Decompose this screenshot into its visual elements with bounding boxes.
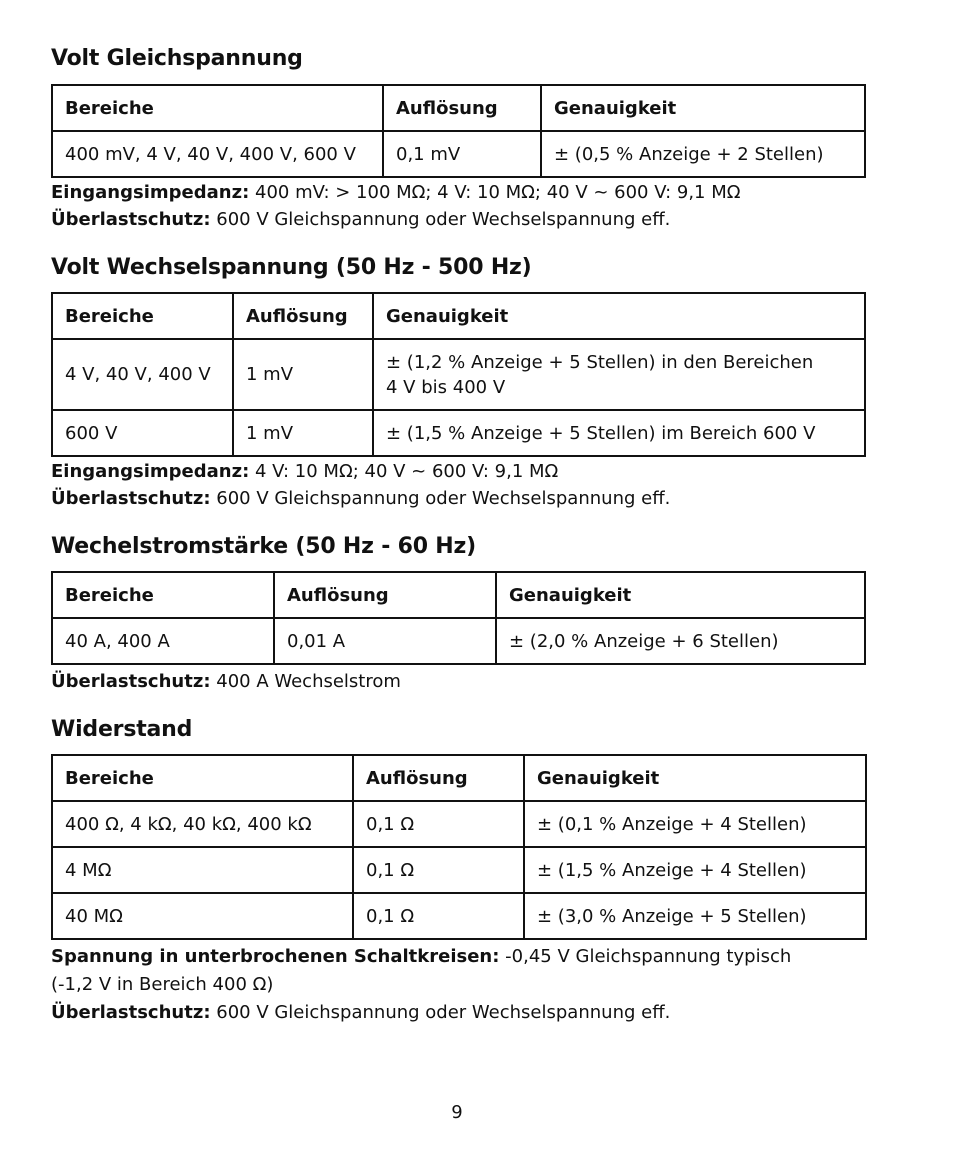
cell-resolution: 1 mV bbox=[233, 339, 373, 410]
note-overload-protection: Überlastschutz: 600 V Gleichspannung oder Wechselspannung eff. bbox=[51, 1002, 671, 1023]
cell-range: 4 V, 40 V, 400 V bbox=[52, 339, 233, 410]
header-ranges: Bereiche bbox=[52, 293, 233, 339]
cell-range: 400 mV, 4 V, 40 V, 400 V, 600 V bbox=[52, 131, 383, 177]
table-row bbox=[52, 618, 865, 664]
table-row bbox=[52, 893, 866, 939]
cell-accuracy: ± (1,2 % Anzeige + 5 Stellen) in den Bereichen 4 V bis 400 V bbox=[373, 339, 865, 410]
header-accuracy: Genauigkeit bbox=[524, 755, 866, 801]
header-resolution: Auflösung bbox=[383, 85, 541, 131]
header-resolution: Auflösung bbox=[353, 755, 524, 801]
table-row bbox=[52, 131, 865, 177]
section-title-dc-volt: Volt Gleichspannung bbox=[51, 46, 303, 71]
table-ac-volt bbox=[51, 292, 866, 457]
note-open-circuit-voltage-range: (-1,2 V in Bereich 400 Ω) bbox=[51, 974, 274, 995]
cell-resolution: 0,1 mV bbox=[383, 131, 541, 177]
cell-accuracy: ± (0,5 % Anzeige + 2 Stellen) bbox=[541, 131, 865, 177]
header-ranges: Bereiche bbox=[52, 755, 353, 801]
cell-resolution: 0,1 Ω bbox=[353, 847, 524, 893]
section-title-resistance: Widerstand bbox=[51, 717, 193, 742]
cell-accuracy: ± (0,1 % Anzeige + 4 Stellen) bbox=[524, 801, 866, 847]
table-header-row bbox=[52, 755, 866, 801]
cell-accuracy: ± (3,0 % Anzeige + 5 Stellen) bbox=[524, 893, 866, 939]
cell-accuracy: ± (1,5 % Anzeige + 4 Stellen) bbox=[524, 847, 866, 893]
cell-resolution: 0,1 Ω bbox=[353, 893, 524, 939]
table-row bbox=[52, 410, 865, 456]
cell-range: 4 MΩ bbox=[52, 847, 353, 893]
header-accuracy: Genauigkeit bbox=[496, 572, 865, 618]
cell-accuracy: ± (2,0 % Anzeige + 6 Stellen) bbox=[496, 618, 865, 664]
note-overload-protection: Überlastschutz: 600 V Gleichspannung oder Wechselspannung eff. bbox=[51, 209, 671, 230]
page-number: 9 bbox=[451, 1102, 463, 1123]
table-row bbox=[52, 847, 866, 893]
cell-range: 40 A, 400 A bbox=[52, 618, 274, 664]
note-overload-protection: Überlastschutz: 600 V Gleichspannung oder Wechselspannung eff. bbox=[51, 488, 671, 509]
header-ranges: Bereiche bbox=[52, 572, 274, 618]
table-row bbox=[52, 339, 865, 410]
cell-resolution: 0,01 A bbox=[274, 618, 496, 664]
table-header-row bbox=[52, 572, 865, 618]
table-resistance bbox=[51, 754, 867, 940]
cell-accuracy: ± (1,5 % Anzeige + 5 Stellen) im Bereich 600 V bbox=[373, 410, 865, 456]
header-accuracy: Genauigkeit bbox=[541, 85, 865, 131]
header-resolution: Auflösung bbox=[274, 572, 496, 618]
table-header-row bbox=[52, 293, 865, 339]
cell-range: 400 Ω, 4 kΩ, 40 kΩ, 400 kΩ bbox=[52, 801, 353, 847]
section-title-ac-volt: Volt Wechselspannung (50 Hz - 500 Hz) bbox=[51, 255, 532, 280]
cell-resolution: 1 mV bbox=[233, 410, 373, 456]
cell-range: 40 MΩ bbox=[52, 893, 353, 939]
note-input-impedance: Eingangsimpedanz: 4 V: 10 MΩ; 40 V ~ 600 V: 9,1 MΩ bbox=[51, 461, 559, 482]
note-overload-protection: Überlastschutz: 400 A Wechselstrom bbox=[51, 671, 401, 692]
header-accuracy: Genauigkeit bbox=[373, 293, 865, 339]
cell-resolution: 0,1 Ω bbox=[353, 801, 524, 847]
note-input-impedance: Eingangsimpedanz: 400 mV: > 100 MΩ; 4 V: 10 MΩ; 40 V ~ 600 V: 9,1 MΩ bbox=[51, 182, 741, 203]
header-ranges: Bereiche bbox=[52, 85, 383, 131]
table-dc-volt bbox=[51, 84, 866, 178]
table-header-row bbox=[52, 85, 865, 131]
section-title-ac-current: Wechelstromstärke (50 Hz - 60 Hz) bbox=[51, 534, 476, 559]
table-ac-current bbox=[51, 571, 866, 665]
note-open-circuit-voltage: Spannung in unterbrochenen Schaltkreisen: -0,45 V Gleichspannung typisch bbox=[51, 946, 792, 967]
header-resolution: Auflösung bbox=[233, 293, 373, 339]
cell-range: 600 V bbox=[52, 410, 233, 456]
table-row bbox=[52, 801, 866, 847]
